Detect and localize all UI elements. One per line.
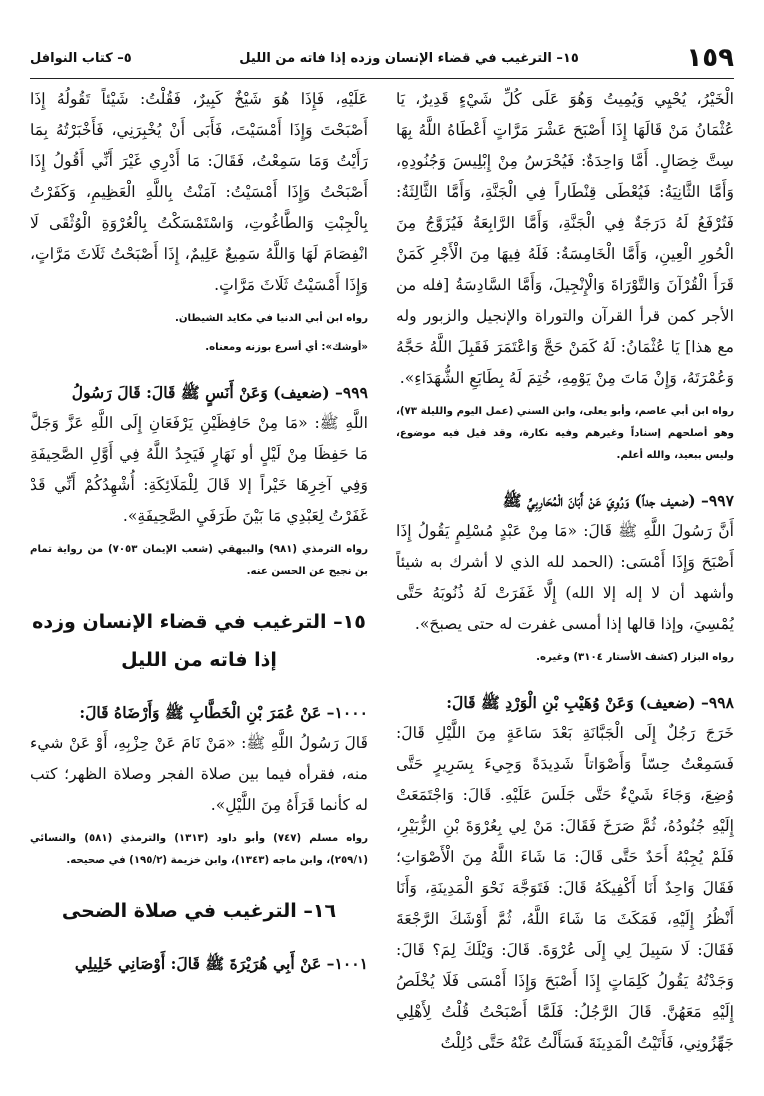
chapter-15-line2: إذا فاته من الليل xyxy=(121,649,277,671)
hadith-999-source: رواه الترمذي (٩٨١) والبيهقي (شعب الإيمان ٧٠٥٣) من رواية تمام بن نجيح عن الحسن عنه. xyxy=(30,544,368,577)
hadith-997-source: رواه البزار (كشف الأستار ٣١٠٤) وغيره. xyxy=(536,652,734,663)
spacer xyxy=(396,673,734,687)
hadith-1001-heading: ١٠٠١– عَنْ أَبِي هُرَيْرَةَ ﷺ قَالَ: أَوْصَانِي خَلِيلِي xyxy=(74,954,368,973)
hadith-999-text: اللَّهِ ﷺ: «مَا مِنْ حَافِظَيْنِ يَرْفَعَانِ إِلَى اللَّهِ عَزَّ وَجَلَّ مَا حَفِظَا مِنْ لَيْلٍ أو نَهَارٍ فَيَجِدُ اللَّهُ فِي أَوَّلِ الصَّحِيفَةِ وَفِي آخِرِهَا خَيْراً إلا قَالَ لِلْمَلَائِكَةِ: أُشْهِدُكُمْ أَنِّي قَدْ غَفَرْتُ لِعَبْدِي مَا بَيْنَ طَرَفَيِ الصَّحِيفَةِ». xyxy=(30,414,368,525)
hadith-997-text: أَنَّ رَسُولَ اللَّهِ ﷺ قَالَ: «مَا مِنْ عَبْدٍ مُسْلِمٍ يَقُولُ إِذَا أَصْبَحَ وَإِذَا أَمْسَى: (الحمد لله الذي لا أشرك به شيئاً وأشهد أن لا إله إلا الله) إِلَّا غَفَرَتْ لَهُ ذُنُوبَهُ حَتَّى يُمْسِيَ، وإذا قالها إذا أمسى غفرت له حتى يصبحَ». xyxy=(396,522,734,633)
chapter-15-line1: ١٥– الترغيب في قضاء الإنسان وزده xyxy=(32,611,366,633)
spacer xyxy=(30,363,368,377)
hadith-998-continued: عَلَيْهِ، فَإِذَا هُوَ شَيْخٌ كَبِيرٌ، فَقُلْتُ: شَيْئاً تَقُولُهُ إِذَا أَصْبَحْتَ وَإِذَا أَمْسَيْتَ، فَأَبَى أَنْ يُخْبِرَنِي، فَأَخْبَرْتُهُ بِمَا رَأَيْتُ وَمَا سَمِعْتُ، فَقَالَ: مَا أَدْرِي غَيْرَ أَنِّي أَقُولُ إِذَا أَصْبَحْتُ وَإِذَا أَمْسَيْتُ: آمَنْتُ بِاللَّهِ الْعَظِيمِ، وَكَفَرْتُ بِالْجِبْتِ وَالطَّاغُوتِ، وَاسْتَمْسَكْتُ بِالْعُرْوَةِ الْوُثْقَى لَا انْفِصَامَ لَهَا وَاللَّهُ سَمِيعٌ عَلِيمٌ، إِذَا أَصْبَحْتُ ثَلَاثَ مَرَّاتٍ، وَإِذَا أَمْسَيْتُ ثَلَاثَ مَرَّاتٍ. xyxy=(30,90,368,294)
hadith-999-heading: ٩٩٩– (ضعيف) وَعَنْ أَنَسٍ ﷺ قَالَ: قَالَ رَسُولُ xyxy=(71,383,368,402)
chapter-16-title: ١٦– الترغيب في صلاة الضحى xyxy=(61,900,337,922)
hadith-996-continued: الْخَيْرُ، يُحْيِي وَيُمِيتُ وَهُوَ عَلَى كُلِّ شَيْءٍ قَدِيرٌ، يَا عُثْمَانُ مَنْ قَالَهَا إِذَا أَصْبَحَ عَشْرَ مَرَّاتٍ أَعْطَاهُ اللَّهُ بِهَا سِتَّ خِصَالٍ. أَمَّا وَاحِدَةٌ: فَيُحْرَسُ مِنْ إِبْلِيسَ وَجُنُودِهِ، وَأَمَّا الثَّانِيَةُ: فَيُعْطَى قِنْطَاراً فِي الْجَنَّةِ، وَأَمَّا الثَّالِثَةُ: فَتُرْفَعُ لَهُ دَرَجَةٌ فِي الْجَنَّةِ، وَأَمَّا الرَّابِعَةُ فَيُزَوَّجُ مِنَ الْحُورِ الْعِينِ، وَأَمَّا الْخَامِسَةُ: فَلَهُ فِيهَا مِنَ الْأَجْرِ كَمَنْ قَرَأَ الْقُرْآنَ وَالتَّوْرَاةَ وَالْإِنْجِيلَ، وَأَمَّا السَّادِسَةُ [فله من الأجر كمن قرأ القرآن والتوراة والإنجيل والزبور وله مع هذا] يَا عُثْمَانُ: لَهُ كَمَنْ حَجَّ وَاعْتَمَرَ فَقَبِلَ اللَّهُ حَجَّهُ وَعُمْرَتَهُ، وَإِنْ مَاتَ مِنْ يَوْمِهِ، خُتِمَ لَهُ بِطَابَعِ الشُّهَدَاءِ». xyxy=(396,90,734,387)
hadith-1000-heading: ١٠٠٠– عَنْ عُمَرَ بْنِ الْخَطَّابِ ﷺ وَأَرْضَاهُ قَالَ: xyxy=(79,703,368,722)
hadith-998-source: رواه ابن أبي الدنيا في مكايد الشيطان. xyxy=(174,313,368,324)
hadith-998-heading: ٩٩٨– (ضعيف) وَعَنْ وُهَيْبِ بْنِ الْوَرْدِ ﷺ قَالَ: xyxy=(446,693,734,712)
hadith-1000-text: قَالَ رَسُولُ اللَّهِ ﷺ: «مَنْ نَامَ عَنْ حِزْبِهِ، أَوْ عَنْ شيء منه، فقرأه فيما بين صلاة الفجر وصلاة الظهر؛ كتب له كأنما قَرَأَهُ مِنَ اللَّيْلِ». xyxy=(30,734,368,814)
hadith-996-source: رواه ابن أبي عاصم، وأبو يعلى، وابن السني (عمل اليوم والليلة ٧٣)، وهو أصلحهم إسناداً وغيرهم وفيه نكارة، وقد قيل فيه موضوع، وليس ببعيد، والله أعلم. xyxy=(396,406,734,461)
chapter-15-title xyxy=(30,603,368,679)
spacer xyxy=(396,471,734,485)
hadith-1000-source: رواه مسلم (٧٤٧) وأبو داود (١٣١٣) والترمذي (٥٨١) والنسائي (٢٥٩/١)، وابن ماجه (١٣٤٣)، وابن خزيمة (١٩٥/٢) في صحيحه. xyxy=(30,833,368,866)
hadith-997-heading: ٩٩٧– (ضعيف جداً) وَرُوِيَ عَنْ أَبَانَ الْمُحَارِبِيِّ ﷺ xyxy=(502,491,734,510)
left-column xyxy=(30,84,368,1084)
hadith-998-note: «أوشك»: أي أسرع بوزنه ومعناه. xyxy=(205,342,368,353)
book-title: ٥– كتاب النوافل xyxy=(30,50,132,66)
hadith-998-text: خَرَجَ رَجُلٌ إِلَى الْجَبَّانَةِ بَعْدَ سَاعَةٍ مِنَ اللَّيْلِ قَالَ: فَسَمِعْتُ حِسّاً وَأَصْوَاتاً شَدِيدَةً وَجِيءَ بِسَرِيرٍ حَتَّى وُضِعَ، وَجَاءَ شَيْءٌ حَتَّى جَلَسَ عَلَيْهِ. قَالَ: وَاجْتَمَعَتْ إِلَيْهِ جُنُودُهُ، ثُمَّ صَرَخَ فَقَالَ: مَنْ لِي بِعُرْوَةَ بْنِ الزُّبَيْرِ، فَلَمْ يُجِبْهُ أَحَدٌ حَتَّى قَالَ: مَا شَاءَ اللَّهُ مِنَ الْأَصْوَاتِ؛ فَقَالَ وَاحِدٌ أَنَا أَكْفِيكَهُ قَالَ: فَتَوَجَّهَ نَحْوَ الْمَدِينَةِ، وَأَنَا أَنْظُرُ إِلَيْهِ، فَمَكَثَ مَا شَاءَ اللَّهُ، ثُمَّ أَوْشَكَ الرَّجْعَةَ فَقَالَ: لَا سَبِيلَ لِي إِلَى عُرْوَةَ. قَالَ: وَيْلَكَ لِمَ؟ قَالَ: وَجَدْتُهُ يَقُولُ كَلِمَاتٍ إِذَا أَصْبَحَ وَإِذَا أَمْسَى فَلَا يُخْلَصُ إِلَيْهِ مَعَهُنَّ. قَالَ الرَّجُلُ: فَلَمَّا أَصْبَحْتُ قُلْتُ لِأَهْلِي جَهِّزُونِي، فَأَتَيْتُ الْمَدِينَةَ فَسَأَلْتُ عَنْهُ حَتَّى دُلِلْتُ xyxy=(396,724,734,1052)
section-title: ١٥– الترغيب في قضاء الإنسان وزده إذا فاته من الليل xyxy=(239,50,579,66)
page-number: ١٥٩ xyxy=(686,43,734,73)
right-column xyxy=(396,84,734,1084)
running-header xyxy=(30,38,734,79)
